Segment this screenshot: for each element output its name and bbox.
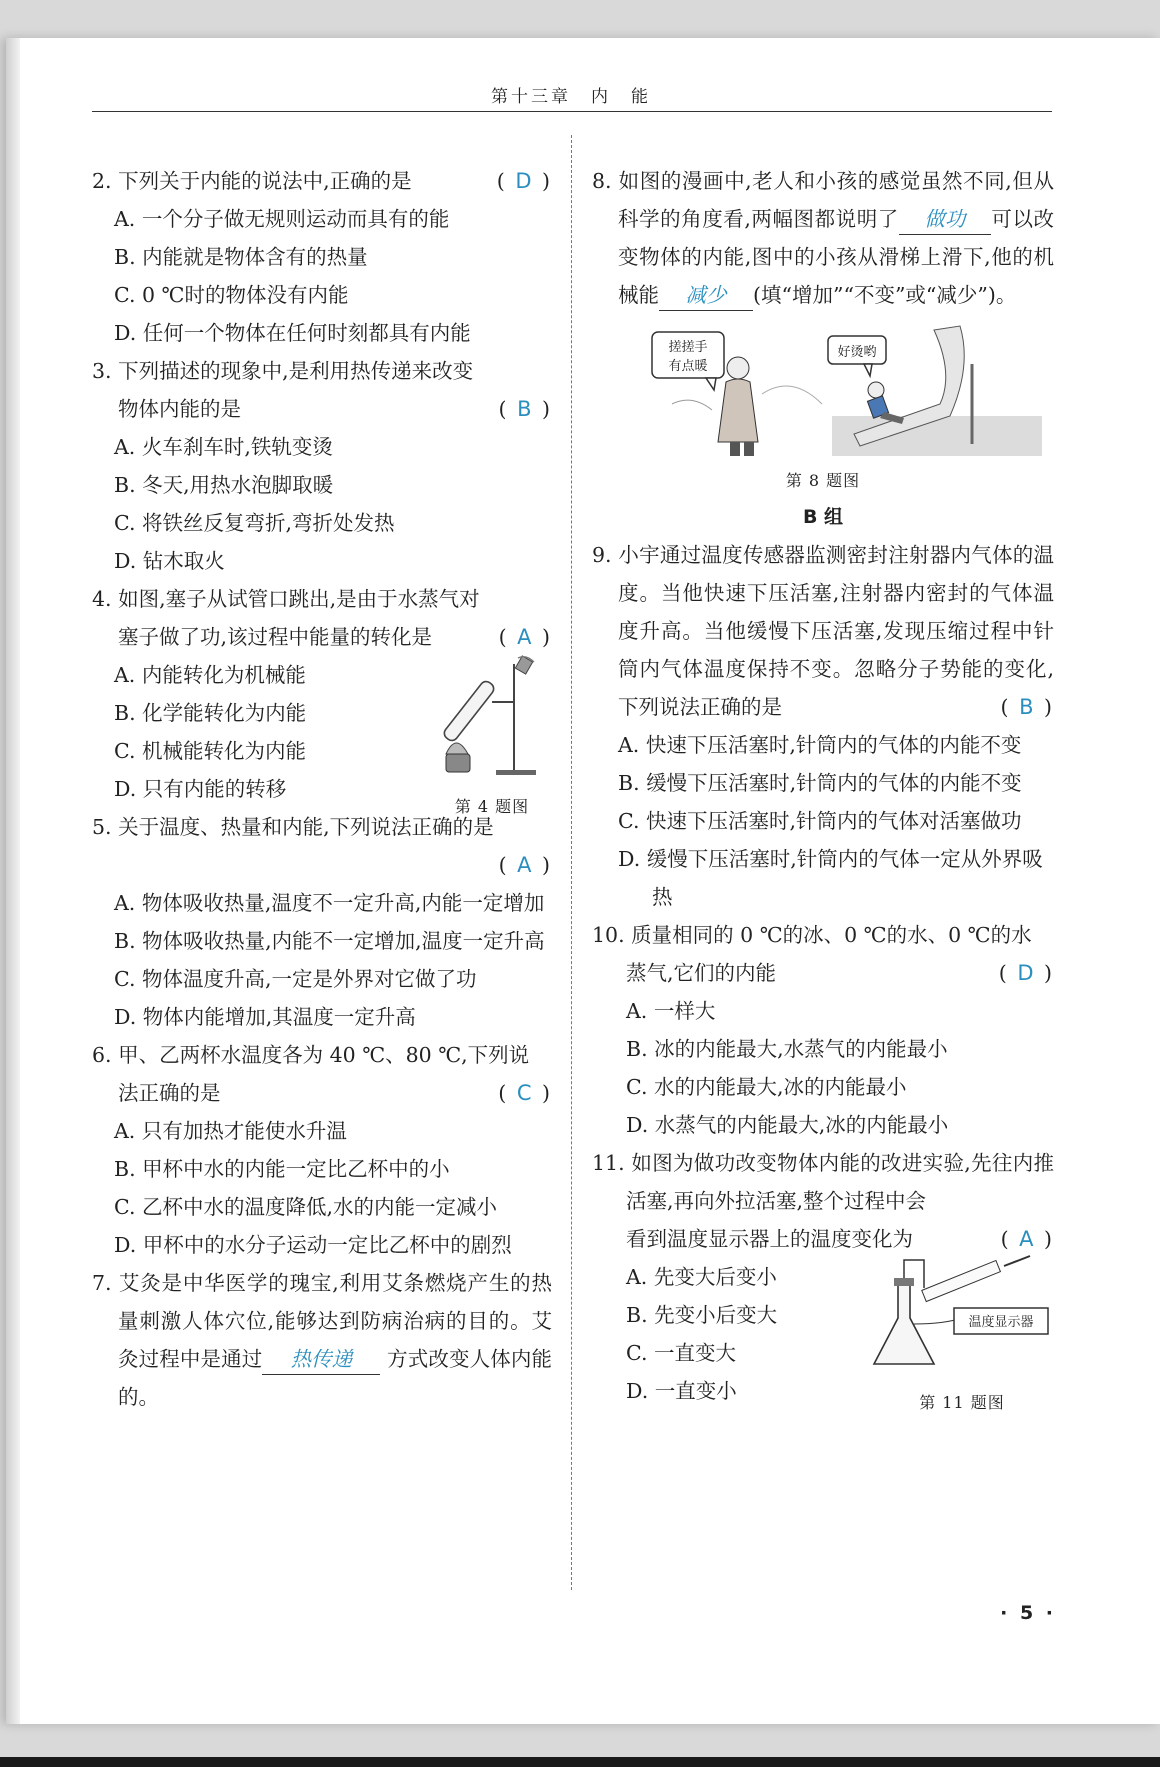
syringe-flask-figure (870, 1254, 1054, 1410)
option: D. 钻木取火 (114, 549, 225, 573)
bubble-1-line-1: 搓搓手 (668, 340, 708, 355)
test-tube-figure (432, 654, 552, 816)
option: D. 任何一个物体在任何时刻都具有内能 (114, 321, 471, 345)
bottom-edge-bar (0, 1757, 1160, 1767)
answer-11: A (1019, 1227, 1036, 1251)
question-10: 10. 质量相同的 0 ℃的冰、0 ℃的水、0 ℃的水 ( D ) 蒸气,它们的内能 A. 一样大 B. 冰的内能最大,水蒸气的内能最小 C. 水的内能最大,冰的内能最小 D. 水蒸气的内能最大,冰的内能最小 (592, 916, 1054, 1144)
answer-8-blank-2: 减少 (659, 280, 753, 311)
answer-9: B (1019, 695, 1036, 719)
answer-4: A (517, 625, 534, 649)
question-9-stem: 9. 小宇通过温度传感器监测密封注射器内气体的温度。当他快速下压活塞,注射器内密封的气体温度升高。当他缓慢下压活塞,发现压缩过程中针筒内气体温度保持不变。忽略分子势能的变化,下列说法正确的是 (592, 543, 1054, 719)
option: D. 水蒸气的内能最大,冰的内能最小 (626, 1113, 949, 1137)
temperature-display-label: 温度显示器 (968, 1315, 1034, 1330)
question-7-stem: 7. 艾灸是中华医学的瑰宝,利用艾条燃烧产生的热量刺激人体穴位,能够达到防病治病的目的。艾灸过程中是通过 (92, 1271, 552, 1371)
option: C. 一直变大 (626, 1341, 736, 1365)
answer-5: A (517, 853, 534, 877)
figure-8-caption: 第 8 题图 (785, 471, 861, 490)
answer-3: B (517, 397, 534, 421)
option: A. 内能转化为机械能 (114, 663, 306, 687)
question-3-stem: 3. 下列描述的现象中,是利用热传递来改变 (92, 359, 474, 383)
figure-11-caption: 第 11 题图 (919, 1393, 1005, 1412)
figure-4-caption: 第 4 题图 (454, 797, 530, 816)
option: C. 物体温度升高,一定是外界对它做了功 (114, 967, 477, 991)
option: B. 物体吸收热量,内能不一定增加,温度一定升高 (114, 929, 545, 953)
question-3: 3. 下列描述的现象中,是利用热传递来改变 ( B ) 物体内能的是 A. 火车刹车时,铁轨变烫 B. 冬天,用热水泡脚取暖 C. 将铁丝反复弯折,弯折处发热 D. 钻木取火 (92, 352, 552, 580)
option: C. 机械能转化为内能 (114, 739, 306, 763)
question-2-stem: 2. 下列关于内能的说法中,正确的是 (92, 169, 412, 193)
option: C. 将铁丝反复弯折,弯折处发热 (114, 511, 395, 535)
question-2: ( D ) 2. 下列关于内能的说法中,正确的是 A. 一个分子做无规则运动而具有的能 B. 内能就是物体含有的热量 C. 0 ℃时的物体没有内能 D. 任何一个物体在任何时刻都具有内能 (92, 162, 552, 352)
option: A. 火车刹车时,铁轨变烫 (114, 435, 333, 459)
question-11-stem: 11. 如图为做功改变物体内能的改进实验,先往内推活塞,再向外拉活塞,整个过程中会 (592, 1151, 1054, 1213)
option: C. 0 ℃时的物体没有内能 (114, 283, 349, 307)
question-7: 7. 艾灸是中华医学的瑰宝,利用艾条燃烧产生的热量刺激人体穴位,能够达到防病治病的目的。艾灸过程中是通过 热传递 方式改变人体内能的。 (92, 1271, 552, 1409)
question-10-stem: 10. 质量相同的 0 ℃的冰、0 ℃的水、0 ℃的水 (592, 923, 1032, 947)
column-divider (571, 135, 572, 1590)
option: B. 甲杯中水的内能一定比乙杯中的小 (114, 1157, 450, 1181)
syringe-flask-icon (870, 1254, 1054, 1372)
question-6-stem: 6. 甲、乙两杯水温度各为 40 ℃、80 ℃,下列说 (92, 1043, 530, 1067)
answer-6: C (516, 1081, 534, 1105)
question-11: 11. 如图为做功改变物体内能的改进实验,先往内推活塞,再向外拉活塞,整个过程中会 ( A ) 看到温度显示器上的温度变化为 A. 先变大后变小 B. 先变小后变大 C. 一直变大 D. 一直变小 温度显示器 第 11 题图 (592, 1144, 1054, 1410)
option: A. 物体吸收热量,温度不一定升高,内能一定增加 (114, 891, 545, 915)
bubble-1-line-2: 有点暖 (668, 359, 708, 374)
right-column (592, 162, 1054, 1410)
option: B. 冰的内能最大,水蒸气的内能最小 (626, 1037, 948, 1061)
option: C. 快速下压活塞时,针筒内的气体对活塞做功 (618, 809, 1022, 833)
option: B. 化学能转化为内能 (114, 701, 307, 725)
option: B. 内能就是物体含有的热量 (114, 245, 368, 269)
page-number: · 5 · (1000, 1602, 1056, 1624)
left-column (92, 162, 552, 1416)
question-4-stem: 4. 如图,塞子从试管口跳出,是由于水蒸气对 (92, 587, 480, 611)
option: D. 物体内能增加,其温度一定升高 (114, 1005, 416, 1029)
comic-figure (592, 320, 1054, 498)
question-8-stem: 8. 如图的漫画中,老人和小孩的感觉虽然不同,但从科学的角度看,两幅图都说明了 (592, 169, 1054, 231)
option: B. 冬天,用热水泡脚取暖 (114, 473, 334, 497)
option: D. 只有内能的转移 (114, 777, 287, 801)
option: A. 快速下压活塞时,针筒内的气体的内能不变 (618, 733, 1022, 757)
comic-illustration (642, 324, 1042, 464)
answer-2: D (515, 169, 534, 193)
option: A. 一个分子做无规则运动而具有的能 (114, 207, 450, 231)
question-5: 5. 关于温度、热量和内能,下列说法正确的是 ( A ) A. 物体吸收热量,温度不一定升高,内能一定增加 B. 物体吸收热量,内能不一定增加,温度一定升高 C. 物体温度升高,一定是外界对它做了功 D. 物体内能增加,其温度一定升高 (92, 808, 552, 1036)
option: B. 缓慢下压活塞时,针筒内的气体的内能不变 (618, 771, 1022, 795)
test-tube-stopper-icon (432, 654, 552, 776)
option: A. 一样大 (626, 999, 716, 1023)
option: A. 只有加热才能使水升温 (114, 1119, 347, 1143)
chapter-header: 第十三章 内 能 (491, 87, 651, 107)
option: A. 先变大后变小 (626, 1265, 777, 1289)
question-8: 8. 如图的漫画中,老人和小孩的感觉虽然不同,但从科学的角度看,两幅图都说明了 做功 可以改变物体的内能,图中的小孩从滑梯上滑下,他的机械能 减少 (填“增加”“不变”或“减少”)。 搓搓手 有点暖 好烫哟 第 8 题图 (592, 162, 1054, 498)
answer-10: D (1017, 961, 1036, 985)
answer-8-blank-1: 做功 (899, 204, 991, 235)
header-rule (92, 111, 1052, 112)
question-9: 9. 小宇通过温度传感器监测密封注射器内气体的温度。当他快速下压活塞,注射器内密封的气体温度升高。当他缓慢下压活塞,发现压缩过程中针筒内气体温度保持不变。忽略分子势能的变化,下列说法正确的是 ( B ) A. 快速下压活塞时,针筒内的气体的内能不变 B. 缓慢下压活塞时,针筒内的气体的内能不变 C. 快速下压活塞时,针筒内的气体对活塞做功 D. 缓慢下压活塞时,针筒内的气体一定从外界吸热 (592, 536, 1054, 916)
question-4: 4. 如图,塞子从试管口跳出,是由于水蒸气对 ( A ) 塞子做了功,该过程中能量的转化是 A. 内能转化为机械能 B. 化学能转化为内能 C. 机械能转化为内能 D. 只有内能的转移 第 4 题图 (92, 580, 552, 808)
answer-7-blank: 热传递 (262, 1344, 380, 1375)
group-b-title: B 组 (802, 506, 844, 528)
option: B. 先变小后变大 (626, 1303, 778, 1327)
option: D. 甲杯中的水分子运动一定比乙杯中的剧烈 (114, 1233, 512, 1257)
option: D. 缓慢下压活塞时,针筒内的气体一定从外界吸热 (618, 847, 1043, 909)
option: D. 一直变小 (626, 1379, 737, 1403)
option: C. 水的内能最大,冰的内能最小 (626, 1075, 907, 1099)
question-6: 6. 甲、乙两杯水温度各为 40 ℃、80 ℃,下列说 ( C ) 法正确的是 A. 只有加热才能使水升温 B. 甲杯中水的内能一定比乙杯中的小 C. 乙杯中水的温度降低,水的内能一定减小 D. 甲杯中的水分子运动一定比乙杯中的剧烈 (92, 1036, 552, 1264)
bubble-2-text: 好烫哟 (837, 345, 877, 360)
page-spine-shadow (6, 38, 20, 1724)
question-5-stem: 5. 关于温度、热量和内能,下列说法正确的是 (92, 815, 494, 839)
option: C. 乙杯中水的温度降低,水的内能一定减小 (114, 1195, 498, 1219)
